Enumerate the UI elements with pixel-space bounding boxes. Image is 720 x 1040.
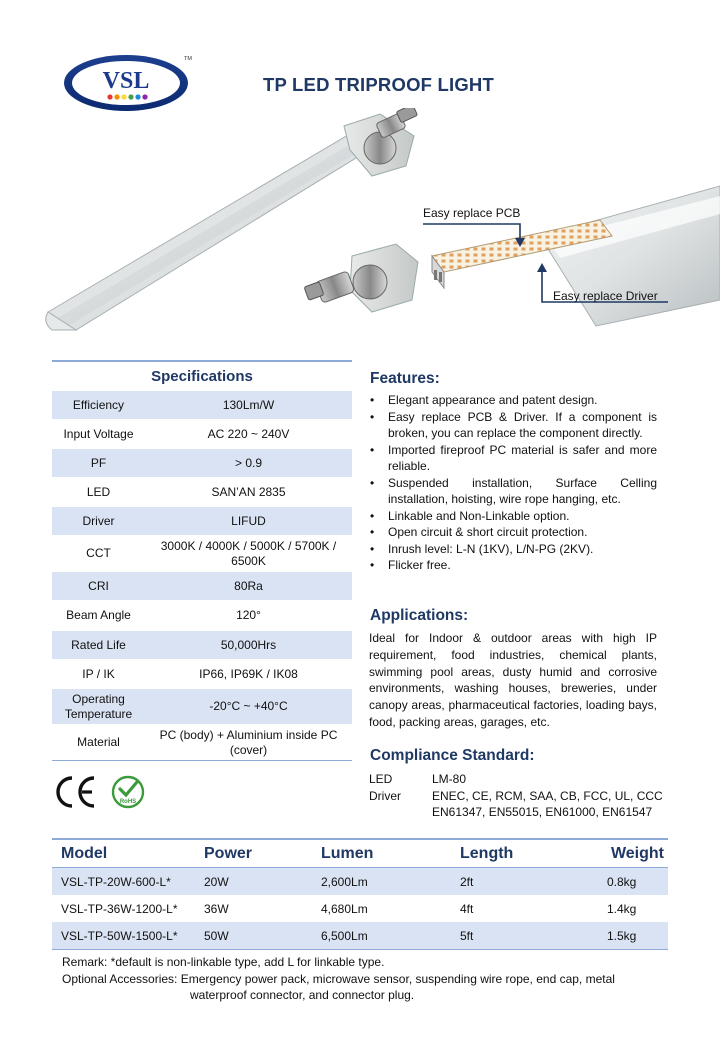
spec-row-cct bbox=[52, 535, 352, 571]
spec-value: 130Lm/W bbox=[222, 397, 275, 412]
cell-model: VSL-TP-36W-1200-L* bbox=[61, 901, 178, 916]
spec-key: Input Voltage bbox=[63, 426, 134, 441]
spec-row-ip-ik bbox=[52, 659, 352, 688]
list-item: • Open circuit & short circuit protection. bbox=[369, 524, 657, 541]
cell-weight: 0.8kg bbox=[607, 874, 637, 889]
list-item: • Linkable and Non-Linkable option. bbox=[369, 508, 657, 525]
features-title: Features: bbox=[370, 370, 440, 387]
spec-key: Efficiency bbox=[72, 397, 125, 412]
spec-key: Driver bbox=[82, 513, 115, 528]
list-item: • Flicker free. bbox=[369, 557, 657, 574]
spec-value: PC (body) + Aluminium inside PC (cover) bbox=[159, 727, 338, 757]
compliance-key: Driver bbox=[369, 788, 401, 803]
spec-key: Material bbox=[77, 735, 120, 749]
header-lumen: Lumen bbox=[321, 844, 374, 862]
logo-text: VSL bbox=[102, 68, 150, 94]
specifications-table bbox=[52, 360, 352, 761]
compliance-value: ENEC, CE, RCM, SAA, CB, FCC, UL, CCC EN61347, EN55015, EN61000, EN61547 bbox=[432, 788, 663, 819]
svg-text:RoHS: RoHS bbox=[119, 799, 137, 805]
table-row bbox=[52, 895, 668, 922]
vsl-logo bbox=[62, 50, 197, 114]
cell-lumen: 6,500Lm bbox=[321, 928, 368, 943]
spec-key: PF bbox=[90, 455, 107, 470]
spec-key: CCT bbox=[86, 546, 111, 560]
compliance-title: Compliance Standard: bbox=[370, 747, 535, 764]
trademark-mark: TM bbox=[184, 56, 192, 62]
compliance-value: LM-80 bbox=[432, 772, 467, 786]
cell-power: 36W bbox=[204, 901, 229, 916]
spec-row-efficiency bbox=[52, 390, 352, 419]
spec-row-operating-temperature bbox=[52, 688, 352, 724]
spec-value: AC 220 ~ 240V bbox=[207, 426, 290, 441]
product-illustration bbox=[0, 108, 720, 348]
spec-value: LIFUD bbox=[231, 513, 266, 528]
spec-value: > 0.9 bbox=[234, 455, 263, 470]
cell-model: VSL-TP-50W-1500-L* bbox=[61, 928, 178, 943]
compliance-row-driver bbox=[369, 788, 669, 821]
callout-easy-replace-driver: Easy replace Driver bbox=[553, 289, 658, 303]
spec-value: -20°C ~ +40°C bbox=[209, 699, 288, 713]
spec-key: IP / IK bbox=[82, 666, 115, 681]
remark-line: waterproof connector, and connector plug. bbox=[190, 988, 415, 1002]
compliance-list bbox=[369, 771, 669, 821]
spec-row-input-voltage bbox=[52, 419, 352, 448]
models-table bbox=[52, 838, 668, 950]
spec-row-rated-life bbox=[52, 630, 352, 659]
cell-length: 4ft bbox=[460, 901, 474, 916]
remark-line: Remark: *default is non-linkable type, add L for linkable type. bbox=[62, 955, 385, 969]
spec-value: IP66, IP69K / IK08 bbox=[199, 666, 298, 681]
ce-mark bbox=[56, 774, 94, 806]
specifications-title: Specifications bbox=[52, 360, 352, 390]
spec-value: 80Ra bbox=[234, 578, 263, 593]
table-row bbox=[52, 868, 668, 895]
cell-length: 2ft bbox=[460, 874, 474, 889]
table-row bbox=[52, 922, 668, 949]
cell-weight: 1.4kg bbox=[607, 901, 637, 916]
compliance-row-led bbox=[369, 771, 669, 788]
cell-model: VSL-TP-20W-600-L* bbox=[61, 874, 171, 889]
spec-row-cri bbox=[52, 571, 352, 600]
list-item: • Suspended installation, Surface Celling installation, hoisting, wire rope hanging, etc. bbox=[369, 475, 657, 508]
cell-power: 20W bbox=[204, 874, 229, 889]
cell-weight: 1.5kg bbox=[607, 928, 637, 943]
cell-power: 50W bbox=[204, 928, 229, 943]
table-divider bbox=[52, 760, 352, 761]
applications-title: Applications: bbox=[370, 607, 469, 624]
spec-row-driver bbox=[52, 506, 352, 535]
spec-value: 3000K / 4000K / 5000K / 5700K / 6500K bbox=[160, 538, 337, 568]
spec-row-beam-angle bbox=[52, 600, 352, 630]
cell-length: 5ft bbox=[460, 928, 474, 943]
certification-marks bbox=[56, 774, 156, 810]
spec-row-material bbox=[52, 724, 352, 760]
list-item: • Elegant appearance and patent design. bbox=[369, 392, 657, 409]
rohs-icon bbox=[113, 777, 143, 807]
list-item: • Inrush level: L-N (1KV), L/N-PG (2KV). bbox=[369, 541, 657, 558]
list-item: • Imported fireproof PC material is safer and more reliable. bbox=[369, 442, 657, 475]
spec-row-led bbox=[52, 477, 352, 506]
spec-key: Rated Life bbox=[71, 637, 126, 652]
compliance-key: LED bbox=[369, 772, 393, 786]
models-header-row bbox=[52, 838, 668, 868]
cell-lumen: 4,680Lm bbox=[321, 901, 368, 916]
table-divider bbox=[52, 949, 668, 950]
spec-row-pf bbox=[52, 448, 352, 477]
remark-block bbox=[62, 954, 668, 1004]
cell-lumen: 2,600Lm bbox=[321, 874, 368, 889]
applications-text: Ideal for Indoor & outdoor areas with high IP requirement, food industries, chemical plants, swimming pool areas, dusty humid and corrosive environments, washing houses, breweries, under canopy areas, pharmaceutical factories, loading bays, food, packing areas, garages, etc. bbox=[369, 631, 657, 729]
spec-key: Operating Temperature bbox=[64, 691, 133, 721]
spec-value: 120° bbox=[236, 608, 261, 622]
spec-value: 50,000Hrs bbox=[220, 637, 277, 652]
spec-value: SAN’AN 2835 bbox=[211, 484, 286, 499]
spec-key: LED bbox=[86, 484, 111, 499]
header-length: Length bbox=[460, 844, 514, 862]
header-model: Model bbox=[61, 844, 108, 862]
spec-key: Beam Angle bbox=[66, 608, 131, 622]
list-item: • Easy replace PCB & Driver. If a component is broken, you can replace the component directly. bbox=[369, 409, 657, 442]
spec-key: CRI bbox=[88, 578, 109, 593]
header-power: Power bbox=[204, 844, 253, 862]
header-weight: Weight bbox=[610, 844, 664, 862]
svg-text:CE: CE bbox=[56, 774, 58, 775]
callout-easy-replace-pcb: Easy replace PCB bbox=[423, 206, 521, 220]
remark-line: Optional Accessories: Emergency power pack, microwave sensor, suspending wire rope, end cap, metal bbox=[62, 971, 615, 986]
features-list bbox=[369, 392, 657, 574]
page-title: TP LED TRIPROOF LIGHT bbox=[263, 74, 494, 95]
